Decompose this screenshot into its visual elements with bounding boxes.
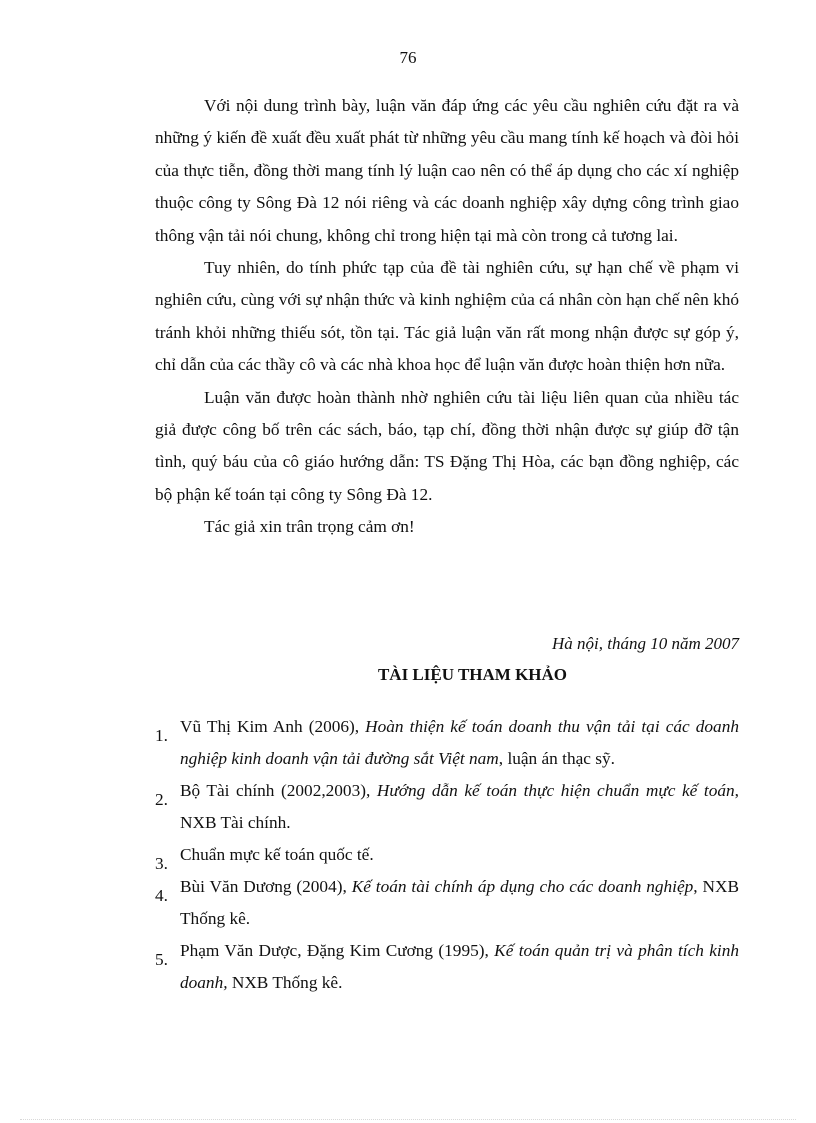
reference-number: 1. [155,726,168,745]
paragraph-acknowledgement: Luận văn được hoàn thành nhờ nghiên cứu tài liệu liên quan của nhiều tác giả được công bố trên các sách, báo, tạp chí, đồng thời nhận được sự giúp đỡ tận tình, quý báu của cô giáo hướng dẫn: TS Đặng Thị Hòa, các bạn đồng nghiệp, các bộ phận kế toán tại công ty Sông Đà 12. [155,387,739,504]
reference-author: Bộ Tài chính (2002,2003), [180,781,377,800]
reference-publisher: , luận án thạc sỹ. [498,749,615,768]
reference-title: Hướng dẫn kế toán thực hiện chuẩn mực kế toán [376,781,735,800]
signoff-date: Hà nội, tháng 10 năm 2007 [552,634,739,653]
reference-item [155,711,739,775]
reference-item [155,935,739,999]
reference-publisher: , NXB Tài chính. [180,781,739,832]
references-list [155,711,739,999]
reference-author: Vũ Thị Kim Anh (2006), [180,717,366,736]
reference-title: Kế toán tài chính áp dụng cho các doanh nghiệp [351,877,694,896]
page-number: 76 [399,48,417,67]
reference-item [155,871,739,935]
reference-publisher: NXB Thống kê. [227,973,343,992]
references-heading: TÀI LIỆU THAM KHẢO [377,665,568,684]
reference-title: Kế toán quản trị và phân tích kinh doanh, [180,941,740,992]
reference-author: Chuẩn mực kế toán quốc tế. [180,845,374,864]
reference-publisher: , NXB Thống kê. [180,877,739,928]
reference-number: 3. [155,854,168,873]
reference-number: 4. [155,886,168,905]
reference-item [155,839,739,871]
reference-number: 2. [155,790,168,809]
reference-title: Hoàn thiện kế toán doanh thu vận tải tại các doanh nghiệp kinh doanh vận tải đường sắt Việt nam [180,717,739,768]
paragraph-content: Với nội dung trình bày, luận văn đáp ứng các yêu cầu nghiên cứu đặt ra và những ý kiến đề xuất đều xuất phát từ những yêu cầu mang tính kế hoạch và đòi hỏi của thực tiễn, đồng thời mang tính lý luận cao nên có thể áp dụng cho các xí nghiệp thuộc công ty Sông Đà 12 nói riêng và các doanh nghiệp xây dựng công trình giao thông vận tải nói chung, không chỉ trong hiện tại mà còn trong cả tương lai. [155,96,739,245]
conclusion-body [155,90,739,544]
reference-number: 5. [155,950,168,969]
page-bottom-rule [20,1119,796,1120]
reference-author: Phạm Văn Dược, Đặng Kim Cương (1995), [180,941,495,960]
reference-item [155,775,739,839]
paragraph-thanks: Tác giả xin trân trọng cảm ơn! [204,517,415,537]
reference-author: Bùi Văn Dương (2004), [180,877,352,896]
paragraph-limitations: Tuy nhiên, do tính phức tạp của đề tài nghiên cứu, sự hạn chế về phạm vi nghiên cứu, cùng với sự nhận thức và kinh nghiệm của cá nhân còn hạn chế nên khó tránh khỏi những thiếu sót, tồn tại. Tác giả luận văn rất mong nhận được sự góp ý, chỉ dẫn của các thầy cô và các nhà khoa học để luận văn được hoàn thiện hơn nữa. [155,258,739,375]
